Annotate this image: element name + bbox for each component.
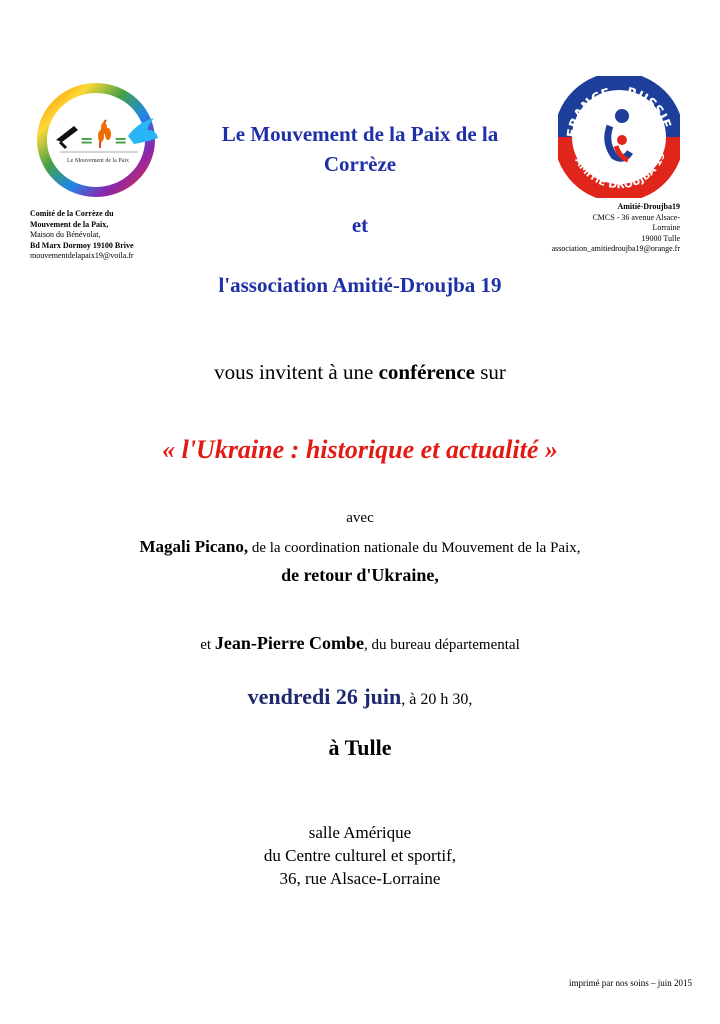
svg-text:=: = — [80, 131, 94, 150]
venue-line: 36, rue Alsace-Lorraine — [279, 869, 441, 888]
rifle-icon — [56, 126, 78, 148]
avec-label: avec — [346, 510, 374, 526]
right-contact-block — [548, 202, 680, 255]
event-city: à Tulle — [328, 735, 392, 760]
invitation-suffix: sur — [474, 360, 506, 384]
invitation-highlight: conférence — [378, 360, 475, 384]
event-date-line — [20, 684, 700, 710]
venue-line: salle Amérique — [308, 823, 412, 842]
venue-block — [160, 821, 560, 890]
address-line: CMCS - 36 avenue Alsace- — [592, 212, 680, 222]
address-line: 19000 Tulle — [641, 233, 680, 243]
svg-text:=: = — [114, 131, 128, 150]
email-text: mouvementdelapaix19@voila.fr — [30, 251, 134, 260]
org-line: Comité de la Corrèze du — [30, 209, 114, 218]
event-time: , à 20 h 30, — [401, 691, 473, 708]
speaker2-line — [20, 633, 700, 654]
footer-note: imprimé par nos soins – juin 2015 — [569, 978, 692, 988]
wheat-icon — [98, 120, 111, 148]
logo-word-france: FRANCE — [564, 85, 613, 139]
logo-word-droujba: AMITIÉ DROUJBA 19 — [572, 150, 668, 192]
conference-title: « l'Ukraine : historique et actualité » — [162, 435, 558, 464]
speaker1-name: Magali Picano, — [139, 537, 249, 556]
association-name: Amitié-Droujba19 — [617, 202, 680, 211]
speaker2-name: Jean-Pierre Combe — [214, 633, 364, 653]
address-line: Lorraine — [652, 223, 680, 232]
logo-caption: Le Mouvement de la Paix — [67, 158, 129, 164]
venue-line: du Centre culturel et sportif, — [263, 846, 457, 865]
header-title-line2: Corrèze — [323, 152, 397, 176]
invitation-line — [100, 360, 620, 385]
logo-word-russie: RUSSIE — [625, 85, 674, 131]
and-label: et — [351, 213, 369, 237]
speaker1-role: de la coordination nationale du Mouvement de la Paix, — [248, 540, 581, 556]
address-line: Maison du Bénévolat, — [30, 230, 101, 239]
speaker1-line — [20, 537, 700, 557]
org-line: Mouvement de la Paix, — [30, 219, 109, 229]
email-text: association_amitiedroujba19@orange.fr — [551, 244, 680, 253]
speaker2-role: , du bureau départemental — [363, 637, 520, 653]
event-date: vendredi 26 juin — [247, 684, 402, 709]
speaker1-note: de retour d'Ukraine, — [281, 565, 439, 585]
peace-movement-logo — [30, 78, 168, 202]
france-russie-logo — [558, 76, 680, 198]
association-title: l'association Amitié-Droujba 19 — [218, 273, 502, 297]
left-contact-block — [30, 209, 170, 262]
invitation-prefix: vous invitent à une — [214, 360, 379, 384]
header-title: Le Mouvement de la Paix de la — [221, 122, 499, 146]
speaker2-prefix: et — [200, 637, 215, 653]
address-line: Bd Marx Dormoy 19100 Brive — [30, 240, 134, 250]
